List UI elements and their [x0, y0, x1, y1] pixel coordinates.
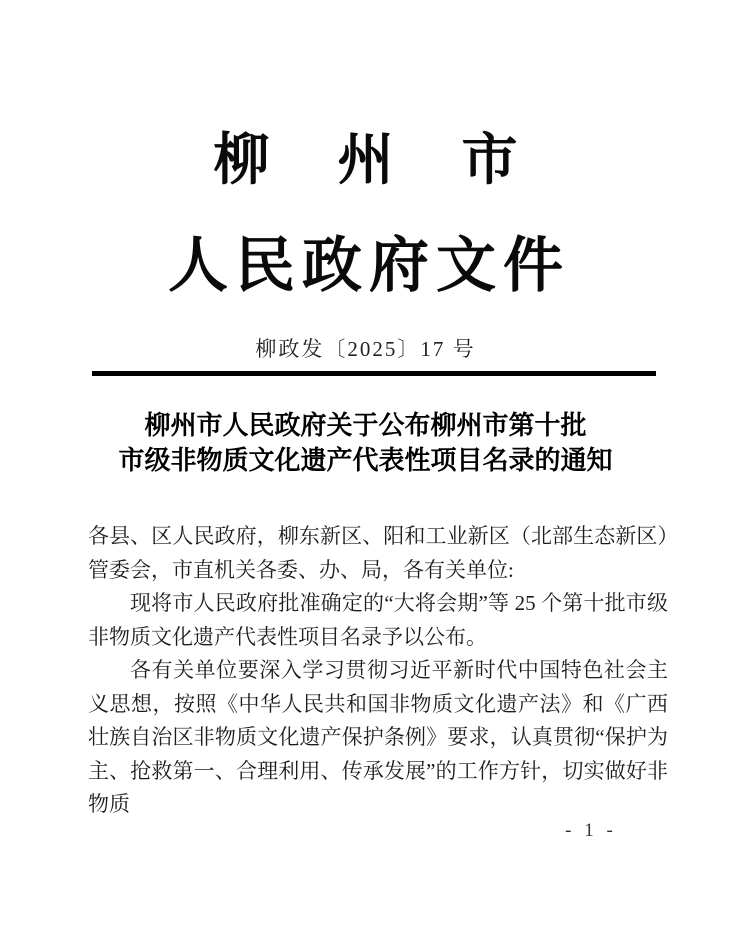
- requirements-paragraph: 各有关单位要深入学习贯彻习近平新时代中国特色社会主义思想，按照《中华人民共和国非物质文化遗产法》和《广西壮族自治区非物质文化遗产保护条例》要求，认真贯彻“保护为主、抢救第一、合理利用、传承发展”的工作方针，切实做好非物质: [88, 658, 668, 816]
- masthead-government-document-label: 人民政府文件: [168, 233, 570, 299]
- announcement-paragraph: 现将市人民政府批准确定的“大将会期”等 25 个第十批市级非物质文化遗产代表性项目名录予以公布。: [88, 591, 668, 649]
- notice-title-line1: 柳州市人民政府关于公布柳州市第十批: [144, 411, 587, 440]
- masthead-city-name: 柳州市: [213, 130, 586, 192]
- page-number: - 1 -: [565, 820, 617, 841]
- separator-rule: [92, 371, 656, 376]
- notice-title-line2: 市级非物质文化遗产代表性项目名录的通知: [118, 446, 613, 475]
- document-reference-number: 柳政发〔2025〕17 号: [255, 337, 476, 361]
- notice-title: [60, 408, 671, 478]
- document-body: [88, 520, 668, 822]
- salutation-paragraph: 各县、区人民政府，柳东新区、阳和工业新区（北部生态新区）管委会，市直机关各委、办、局，各有关单位:: [88, 524, 668, 582]
